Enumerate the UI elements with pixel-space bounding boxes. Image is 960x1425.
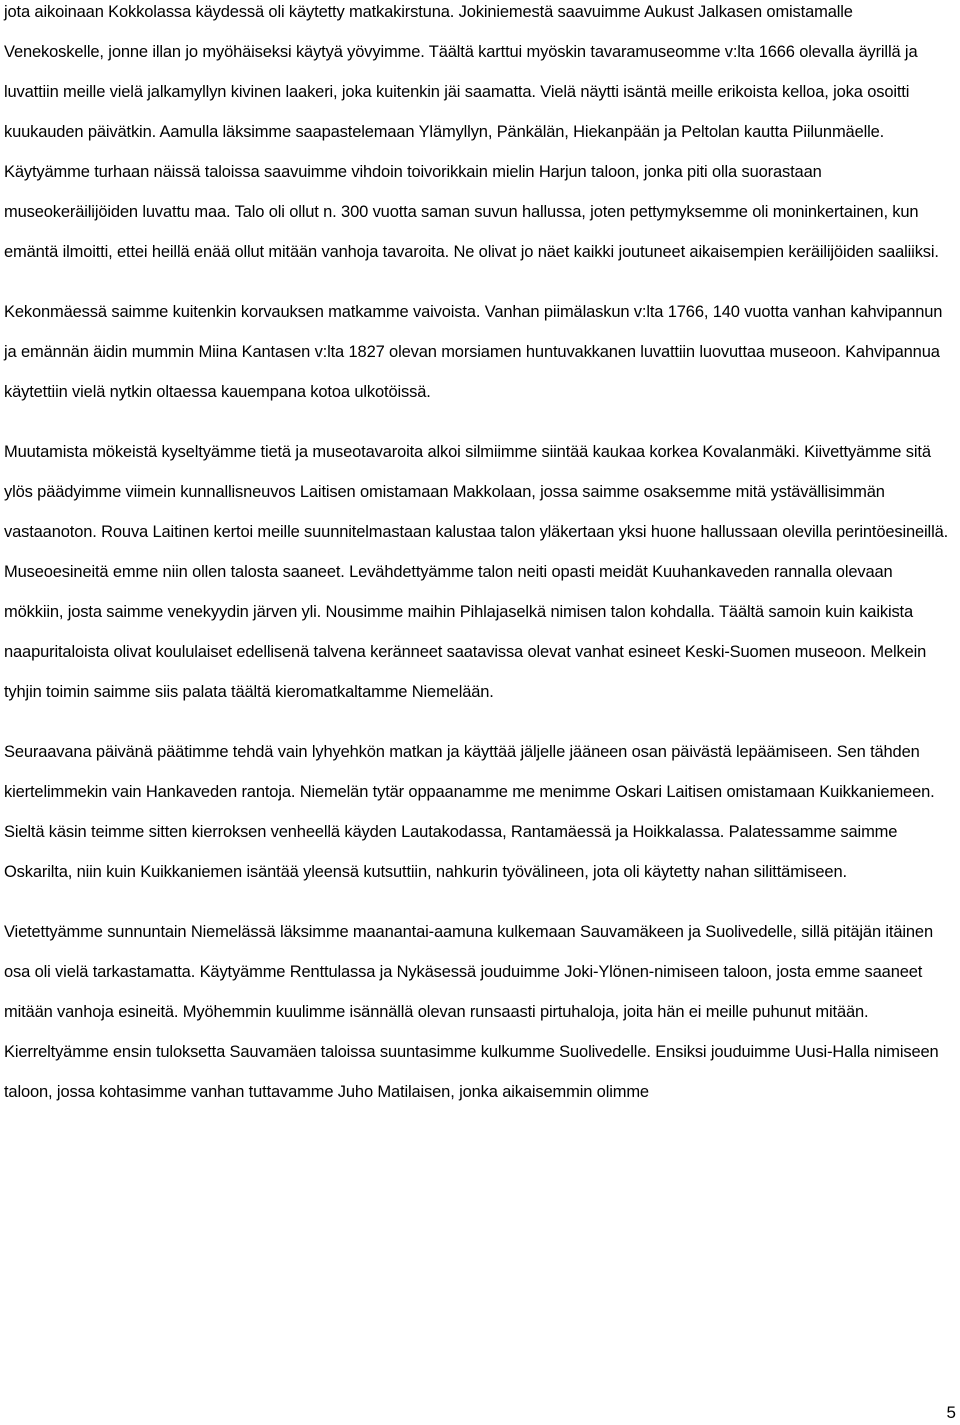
paragraph: Vietettyämme sunnuntain Niemelässä läksimme maanantai-aamuna kulkemaan Sauvamäkeen ja Suolivedelle, sillä pitäjän itäinen osa oli vielä tarkastamatta. Käytyämme Renttulassa ja Nykäsessä jouduimme Joki-Ylönen-nimiseen taloon, josta emme saaneet mitään vanhoja esineitä. Myöhemmin kuulimme isännällä olevan runsaasti pirtuhaloja, joita hän ei meille puhunut mitään. Kierreltyämme ensin tuloksetta Sauvamäen taloissa suuntasimme kulkumme Suolivedelle. Ensiksi jouduimme Uusi-Halla nimiseen taloon, jossa kohtasimme vanhan tuttavamme Juho Matilaisen, jonka aikaisemmin olimme bbox=[4, 923, 939, 1101]
paragraph: Kekonmäessä saimme kuitenkin korvauksen matkamme vaivoista. Vanhan piimälaskun v:lta 1766, 140 vuotta vanhan kahvipannun ja emännän äidin mummin Miina Kantasen v:lta 1827 olevan morsiamen huntuvakkanen luvattiin luovuttaa museoon. Kahvipannua käytettiin vielä nytkin oltaessa kauempana kotoa ulkotöissä. bbox=[4, 303, 943, 401]
page-number: 5 bbox=[946, 1403, 956, 1422]
document-page bbox=[4, 0, 956, 1132]
paragraph: Muutamista mökeistä kyseltyämme tietä ja museotavaroita alkoi silmiimme siintää kaukaa korkea Kovalanmäki. Kiivettyämme sitä ylös päädyimme viimein kunnallisneuvos Laitisen omistamaan Makkolaan, jossa saimme osaksemme mitä ystävällisimmän vastaanoton. Rouva Laitinen kertoi meille suunnitelmastaan kalustaa talon yläkertaan yksi huone hallussaan olevilla perintöesineillä. Museoesineitä emme niin ollen talosta saaneet. Levähdettyämme talon neiti opasti meidät Kuuhankaveden rannalla olevaan mökkiin, josta saimme venekyydin järven yli. Nousimme maihin Pihlajaselkä nimisen talon kohdalla. Täältä samoin kuin kaikista naapuritaloista olivat koululaiset edellisenä talvena keränneet saatavissa olevat vanhat esineet Keski-Suomen museoon. Melkein tyhjin toimin saimme siis palata täältä kieromatkaltamme Niemelään. bbox=[4, 443, 949, 701]
paragraph: jota aikoinaan Kokkolassa käydessä oli käytetty matkakirstuna. Jokiniemestä saavuimme Aukust Jalkasen omistamalle Venekoskelle, jonne illan jo myöhäiseksi käytyä yövyimme. Täältä karttui myöskin tavaramuseomme v:lta 1666 olevalla äyrillä ja luvattiin meille vielä jalkamyllyn kivinen laakeri, joka kuitenkin jäi saamatta. Vielä näytti isäntä meille erikoista kelloa, joka osoitti kuukauden päivätkin. Aamulla läksimme saapastelemaan Ylämyllyn, Pänkälän, Hiekanpään ja Peltolan kautta Piilunmäelle. Käytyämme turhaan näissä taloissa saavuimme vihdoin toivorikkain mielin Harjun taloon, jonka piti olla suorastaan museokeräilijöiden luvattu maa. Talo oli ollut n. 300 vuotta saman suvun hallussa, joten pettymyksemme oli moninkertainen, kun emäntä ilmoitti, ettei heillä enää ollut mitään vanhoja tavaroita. Ne olivat jo näet kaikki joutuneet aikaisempien keräilijöiden saaliiksi. bbox=[4, 3, 939, 261]
paragraph: Seuraavana päivänä päätimme tehdä vain lyhyehkön matkan ja käyttää jäljelle jääneen osan päivästä lepäämiseen. Sen tähden kiertelimmekin vain Hankaveden rantoja. Niemelän tytär oppaanamme me menimme Oskari Laitisen omistamaan Kuikkaniemeen. Sieltä käsin teimme sitten kierroksen venheellä käyden Lautakodassa, Rantamäessä ja Hoikkalassa. Palatessamme saimme Oskarilta, niin kuin Kuikkaniemen isäntää yleensä kutsuttiin, nahkurin työvälineen, jota oli käytetty nahan silittämiseen. bbox=[4, 743, 935, 881]
